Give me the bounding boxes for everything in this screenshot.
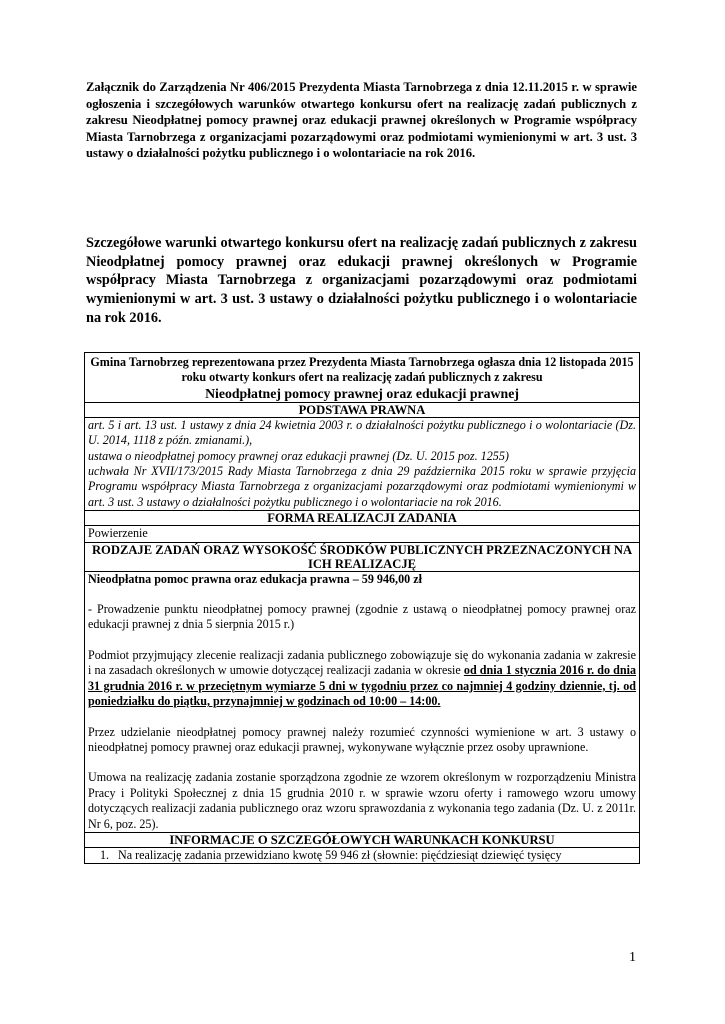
task-title: Nieodpłatna pomoc prawna oraz edukacja prawna – 59 946,00 zł	[88, 571, 422, 586]
list-item-number: 1.	[100, 847, 110, 862]
conditions-table	[84, 352, 640, 864]
table-row	[85, 402, 640, 417]
legal-help-paragraph: Przez udzielanie nieodpłatnej pomocy prawnej należy rozumieć czynności wymienione w art. 3 ustawy o nieodpłatnej pomocy prawnej oraz edukacji prawnej, wykonywane wyłącznie przez osoby uprawnione.	[88, 724, 636, 754]
legal-basis-cell	[85, 417, 640, 510]
table-row	[85, 847, 640, 863]
list-item	[88, 848, 636, 863]
announcement-text: Gmina Tarnobrzeg reprezentowana przez Prezydenta Miasta Tarnobrzega ogłasza dnia 12 listopada 2015 roku otwarty konkurs ofert na realizację zadań publicznych z zakresu	[90, 355, 634, 385]
header-text: Załącznik do Zarządzenia Nr 406/2015 Prezydenta Miasta Tarnobrzega z dnia 12.11.2015 r. w sprawie ogłoszenia i szczegółowych warunków otwartego konkursu ofert na realizację zadań publicznych z zakresu Nieodpłatnej pomocy prawnej oraz edukacji prawnej określonych w Programie współpracy Miasta Tarnobrzega z organizacjami pozarządowymi oraz podmiotami wymienionymi w art. 3 ust. 3 ustawy o działalności pożytku publicznego i o wolontariacie na rok 2016.	[86, 80, 637, 160]
task-details-cell	[85, 571, 640, 832]
section-header-legal-basis: PODSTAWA PRAWNA	[85, 402, 640, 417]
page-number: 1	[629, 950, 636, 965]
document-title: Szczegółowe warunki otwartego konkursu ofert na realizację zadań publicznych z zakresu Nieodpłatnej pomocy prawnej oraz edukacji prawnej określonych w Programie współpracy Miasta Tarnobrzega z organizacjami pozarządowymi oraz podmiotami wymienionymi w art. 3 ust. 3 ustawy o działalności pożytku publicznego i o wolontariacie na rok 2016.	[86, 235, 637, 326]
conditions-cell	[85, 847, 640, 863]
legal-basis-item: art. 5 i art. 13 ust. 1 ustawy z dnia 24 kwietnia 2003 r. o działalności pożytku publicznego i o wolontariacie (Dz. U. 2014, 1118 z późn. zmianami.),	[88, 417, 636, 448]
table-row	[85, 511, 640, 526]
legal-basis-item: uchwała Nr XVII/173/2015 Rady Miasta Tarnobrzega z dnia 29 października 2015 roku w sprawie przyjęcia Programu współpracy Miasta Tarnobrzega z organizacjami pozarządowymi oraz podmiotami wymienionymi w art. 3 ust. 3 ustawy o działalności pożytku publicznego i o wolontariacie na rok 2016.	[88, 464, 636, 509]
task-period-terms: od dnia 1 stycznia 2016 r. do dnia 31 grudnia 2016 r. w przeciętnym wymiarze 5 dni w tygodniu przez co najmniej 4 godziny dziennie, tj. od poniedziałku do piątku, przynajmniej w godzinach od 10:00 – 14:00.	[88, 663, 636, 709]
list-item-text: Na realizację zadania przewidziano kwotę 59 946 zł (słownie: pięćdziesiąt dziewięć tysięcy	[118, 847, 562, 862]
announcement-subject: Nieodpłatnej pomocy prawnej oraz edukacji prawnej	[205, 385, 519, 401]
table-row	[85, 417, 640, 510]
section-header-conditions: INFORMACJE O SZCZEGÓŁOWYCH WARUNKACH KONKURSU	[85, 832, 640, 847]
table-row	[85, 542, 640, 571]
table-row	[85, 571, 640, 832]
section-header-task-types: RODZAJE ZADAŃ ORAZ WYSOKOŚĆ ŚRODKÓW PUBLICZNYCH PRZEZNACZONYCH NA ICH REALIZACJĘ	[85, 542, 640, 571]
form-value: Powierzenie	[85, 526, 640, 542]
legal-basis-item: ustawa o nieodpłatnej pomocy prawnej oraz edukacji prawnej (Dz. U. 2015 poz. 1255)	[88, 448, 509, 463]
contract-paragraph: Umowa na realizację zadania zostanie sporządzona zgodnie ze wzorem określonym w rozporządzeniu Ministra Pracy i Polityki Społecznej z dnia 15 grudnia 2010 r. w sprawie wzoru oferty i ramowego wzoru umowy dotyczących realizacji zadania publicznego oraz wzoru sprawozdania z wykonania tego zadania (Dz. U. z 2011r. Nr 6, poz. 25).	[88, 770, 636, 831]
task-period-paragraph	[88, 648, 636, 710]
table-row	[85, 353, 640, 403]
task-item: - Prowadzenie punktu nieodpłatnej pomocy prawnej (zgodnie z ustawą o nieodpłatnej pomocy prawnej oraz edukacji prawnej z dnia 5 sierpnia 2015 r.)	[88, 602, 636, 632]
table-row	[85, 832, 640, 847]
table-row	[85, 526, 640, 542]
section-header-form: FORMA REALIZACJI ZADANIA	[85, 511, 640, 526]
announcement-cell	[85, 353, 640, 403]
task-period-intro: Podmiot przyjmujący zlecenie realizacji zadania publicznego zobowiązuje się do wykonania zadania w zakresie i na zasadach określonych w umowie dotyczącej realizacji zadania w okresie	[88, 647, 636, 678]
